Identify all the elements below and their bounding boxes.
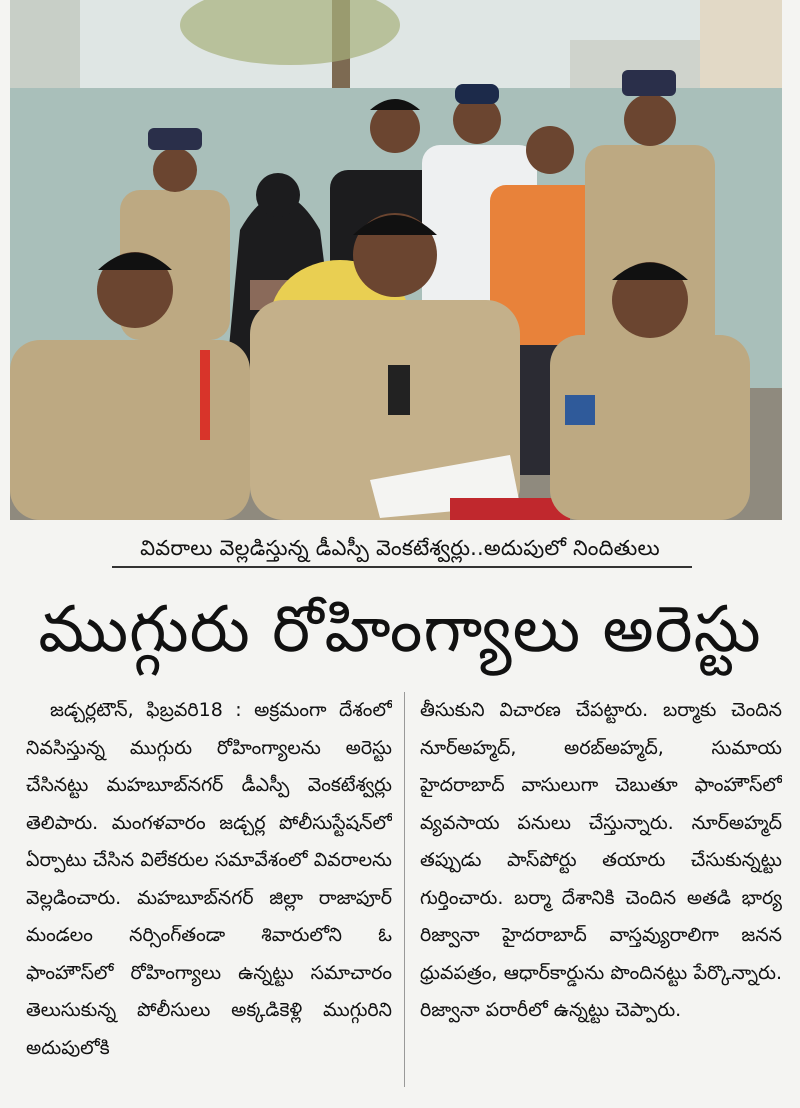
photo-building-left: [10, 0, 80, 90]
photo-caption: వివరాలు వెల్లడిస్తున్న డీఎస్పీ వెంకటేశ్వర్లు..అదుపులో నిందితులు: [140, 536, 660, 560]
article-column-left: [26, 692, 392, 1092]
article-column-right: [420, 692, 782, 1092]
police-press-meet-photo: [10, 0, 782, 520]
caption-underline: [112, 566, 692, 568]
photo-building-far-right: [700, 0, 782, 90]
news-photo: [10, 0, 782, 520]
article-text-left: జడ్చర్లటౌన్, ఫిబ్రవరి18 : అక్రమంగా దేశంలో నివసిస్తున్న ముగ్గురు రోహింగ్యాలను అరెస్టు చేసినట్టు మహబూబ్‌నగర్ డీఎస్పీ వెంకటేశ్వర్లు తెలిపారు. మంగళవారం జడ్చర్ల పోలీసుస్టేషన్‌లో ఏర్పాటు చేసిన విలేకరుల సమావేశంలో వివరాలను వెల్లడించారు. మహబూబ్‌నగర్ జిల్లా రాజాపూర్ మండలం నర్సింగ్‌తండా శివారులోని ఓ ఫాంహౌస్‌లో రోహింగ్యాలు ఉన్నట్టు సమాచారం తెలుసుకున్న పోలీసులు అక్కడికెళ్లి ముగ్గురిని అదుపులోకి: [26, 699, 392, 1059]
microphones: [450, 498, 570, 520]
column-divider: [404, 692, 405, 1087]
headline: ముగ్గురు రోహింగ్యాలు అరెస్టు: [38, 593, 762, 667]
article-text-right: తీసుకుని విచారణ చేపట్టారు. బర్మాకు చెందిన నూర్‌అహ్మద్, అరబ్‌అహ్మద్, సుమాయ హైదరాబాద్ వాసులుగా చెబుతూ ఫాంహౌస్‌లో వ్యవసాయ పనులు చేస్తున్నారు. నూర్‌అహ్మద్ తప్పుడు పాస్‌పోర్టు తయారు చేసుకున్నట్టు గుర్తించారు. బర్మా దేశానికి చెందిన అతడి భార్య రిజ్వానా హైదరాబాద్ వాస్తవ్యురాలిగా జనన ధ్రువపత్రం, ఆధార్‌కార్డును పొందినట్టు పేర్కొన్నారు. రిజ్వానా పరారీలో ఉన్నట్టు చెప్పారు.: [420, 699, 782, 1021]
